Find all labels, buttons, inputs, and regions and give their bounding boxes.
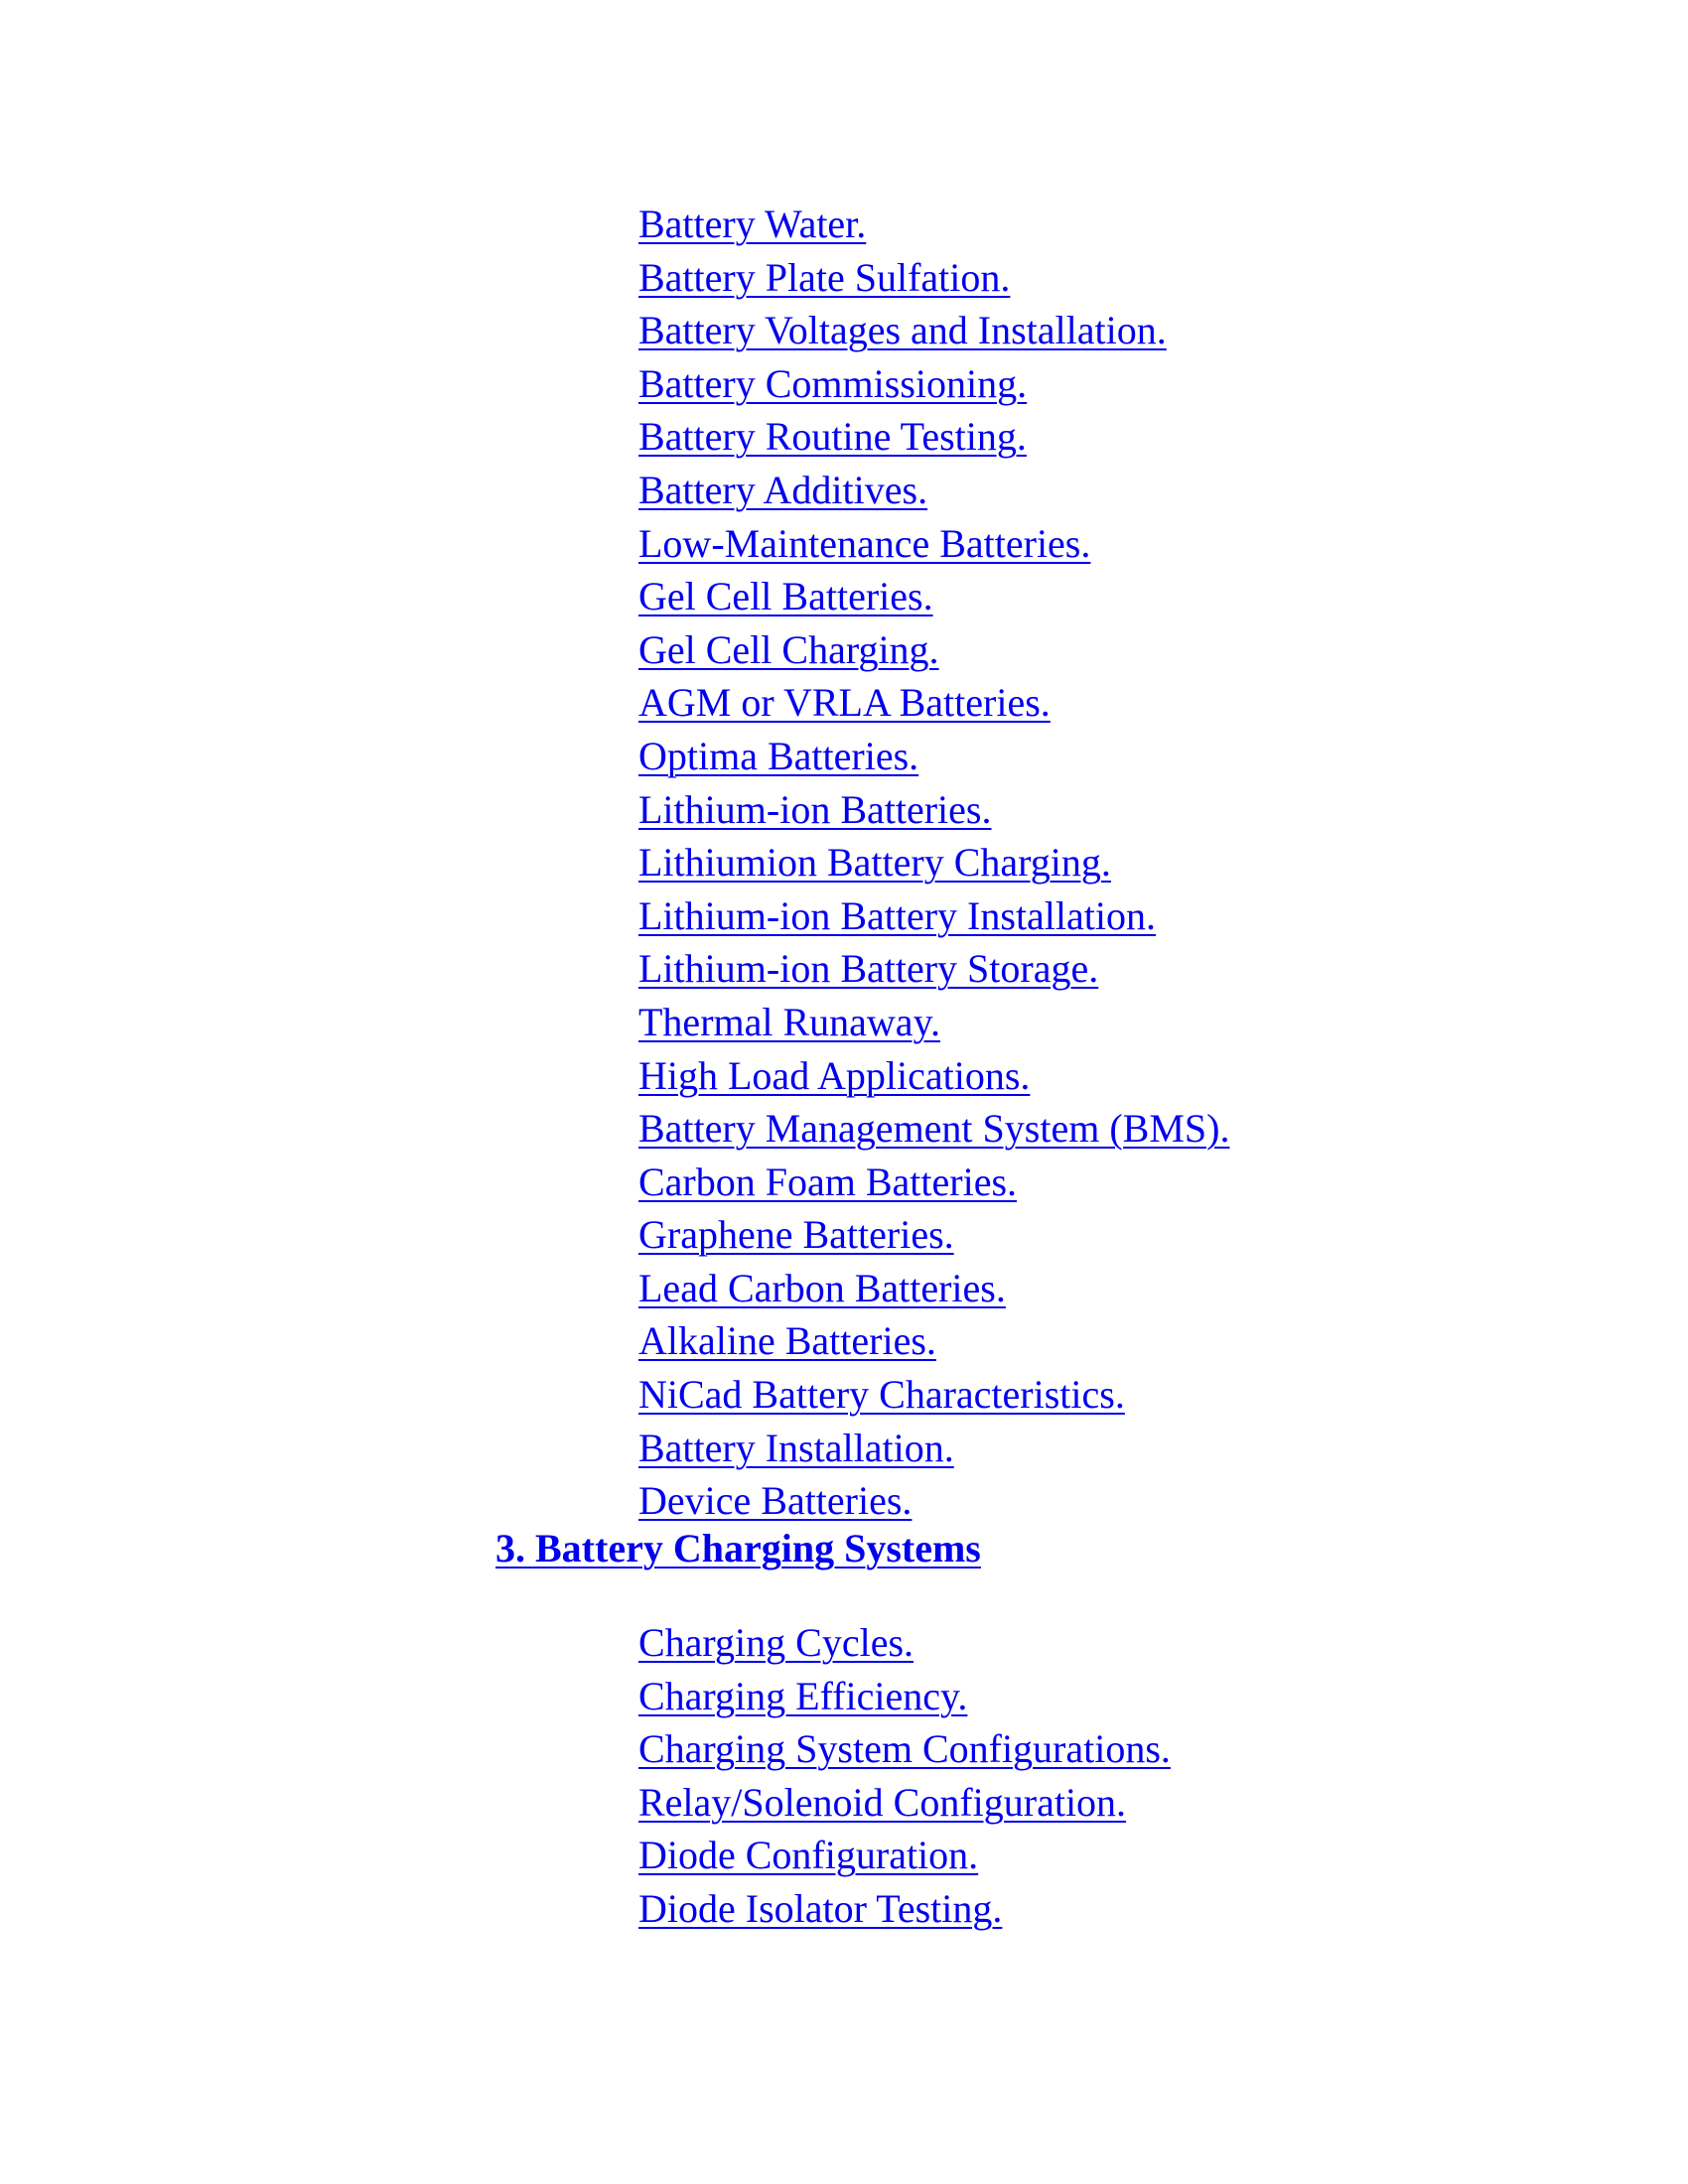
list-item [638,1727,1171,1781]
list-item [638,628,1229,682]
list-item [638,1001,1229,1054]
toc-link-battery-charging-systems[interactable]: 3. Battery Charging Systems [495,1526,981,1570]
toc-link-diode-isolator-testing[interactable]: Diode Isolator Testing. [638,1885,1003,1931]
list-item [638,1427,1229,1480]
toc-link-lead-carbon-batteries[interactable]: Lead Carbon Batteries. [638,1265,1006,1310]
toc-link-gel-cell-charging[interactable]: Gel Cell Charging. [638,626,939,672]
toc-link-high-load-applications[interactable]: High Load Applications. [638,1052,1031,1098]
toc-link-lithiumion-battery-charging[interactable]: Lithiumion Battery Charging. [638,840,1111,886]
toc-link-battery-water[interactable]: Battery Water. [638,202,867,246]
list-item [638,203,1229,256]
toc-link-optima-batteries[interactable]: Optima Batteries. [638,733,919,778]
list-item [638,1373,1229,1427]
list-item [638,362,1229,416]
toc-link-relay-solenoid-configuration[interactable]: Relay/Solenoid Configuration. [638,1779,1127,1825]
list-item [638,841,1229,894]
toc-link-lithium-ion-battery-installation[interactable]: Lithium-ion Battery Installation. [638,892,1157,938]
list-item [638,256,1229,310]
list-item [638,1054,1229,1108]
toc-link-battery-commissioning[interactable]: Battery Commissioning. [638,360,1028,406]
list-item [638,1267,1229,1320]
list-item [638,1213,1229,1267]
list-item [638,1887,1171,1941]
toc-link-thermal-runaway[interactable]: Thermal Runaway. [638,999,940,1044]
toc-link-gel-cell-batteries[interactable]: Gel Cell Batteries. [638,574,933,619]
list-item [638,1781,1171,1835]
list-item [638,1621,1171,1675]
list-item [638,788,1229,842]
list-item [638,947,1229,1001]
toc-link-battery-routine-testing[interactable]: Battery Routine Testing. [638,414,1027,460]
toc-link-battery-voltages-installation[interactable]: Battery Voltages and Installation. [638,308,1167,353]
toc-link-battery-plate-sulfation[interactable]: Battery Plate Sulfation. [638,254,1011,300]
list-item [638,1834,1171,1887]
toc-link-lithium-ion-battery-storage[interactable]: Lithium-ion Battery Storage. [638,946,1099,992]
toc-link-battery-additives[interactable]: Battery Additives. [638,467,928,512]
list-item [638,1107,1229,1160]
section-2-toc-list [638,203,1229,1533]
toc-link-agm-vrla-batteries[interactable]: AGM or VRLA Batteries. [638,680,1051,726]
toc-link-low-maintenance-batteries[interactable]: Low-Maintenance Batteries. [638,520,1091,566]
section-heading [495,1527,981,1576]
list-item [638,1479,1229,1533]
section-3-toc-list [638,1621,1171,1941]
list-item [638,681,1229,735]
toc-link-carbon-foam-batteries[interactable]: Carbon Foam Batteries. [638,1159,1018,1204]
list-item [638,1160,1229,1214]
list-item [638,894,1229,948]
list-item [638,575,1229,628]
list-item [638,735,1229,788]
toc-link-alkaline-batteries[interactable]: Alkaline Batteries. [638,1318,936,1364]
toc-link-charging-efficiency[interactable]: Charging Efficiency. [638,1673,968,1718]
toc-link-diode-configuration[interactable]: Diode Configuration. [638,1833,979,1878]
toc-link-device-batteries[interactable]: Device Batteries. [638,1478,913,1524]
toc-link-graphene-batteries[interactable]: Graphene Batteries. [638,1212,954,1258]
toc-link-lithium-ion-batteries[interactable]: Lithium-ion Batteries. [638,786,992,832]
list-item [638,469,1229,522]
toc-link-nicad-battery-characteristics[interactable]: NiCad Battery Characteristics. [638,1372,1125,1418]
list-item [638,309,1229,362]
toc-link-charging-cycles[interactable]: Charging Cycles. [638,1620,914,1665]
list-item [638,1675,1171,1728]
list-item [638,415,1229,469]
toc-link-battery-management-system[interactable]: Battery Management System (BMS). [638,1106,1230,1152]
toc-link-charging-system-configurations[interactable]: Charging System Configurations. [638,1726,1171,1772]
list-item [638,1319,1229,1373]
list-item [638,522,1229,576]
toc-link-battery-installation[interactable]: Battery Installation. [638,1425,954,1470]
